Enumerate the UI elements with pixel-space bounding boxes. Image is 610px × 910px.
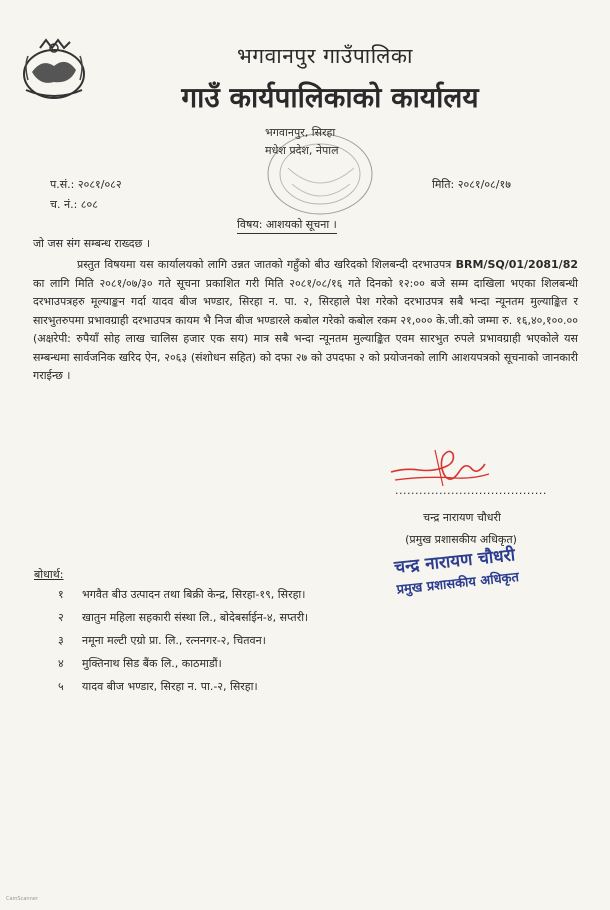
list-item-number: १ (58, 588, 64, 601)
office-title: गाउँ कार्यपालिकाको कार्यालय (181, 81, 479, 114)
dispatch-number: च. नं.: ८०८ (50, 198, 98, 211)
list-item-number: ४ (58, 657, 64, 670)
list-item (58, 652, 308, 675)
bid-number: BRM/SQ/01/2081/82 (455, 258, 578, 271)
list-item-number: ३ (58, 634, 64, 647)
notice-date: मिति: २०८१/०८/१७ (432, 178, 511, 191)
scanner-watermark: CamScanner (6, 896, 38, 902)
list-item (58, 675, 308, 698)
stamp-name: चन्द्र नारायण चौधरी (393, 545, 517, 578)
list-item-text: नमूना मल्टी एग्रो प्रा. लि., रत्ननगर-२, चितवन। (82, 634, 266, 647)
list-item (58, 606, 308, 629)
list-item-text: खातुन महिला सहकारी संस्था लि., बोदेबर्साईन-४, सप्तरी। (82, 611, 309, 624)
list-item-text: मुक्तिनाथ सिड बैंक लि., काठमाडौं। (82, 657, 222, 670)
list-item (58, 629, 308, 652)
cc-list (58, 583, 308, 698)
body-part-2: का लागि मिति २०८१/०७/३० गते सूचना प्रकाशित गरी मिति २०८१/०८/१६ गते दिनको १२:०० बजे सम्म दाखिला भएका शिलबन्धी दरभाउपत्रहरु मूल्याङ्कन गर्दा यादव बीज भण्डार, सिरहा न. पा. २, सिरहाले पेश गरेको दरभाउपत्र सबै भन्दा न्यूनतम मुल्याङ्कित र सारभुतरुपमा प्रभावग्राही दरभाउपत्र कायम भै निज बीज भण्डारले कबोल गरेको कबोल रकम २१,००० के.जी.को जम्मा रु. १६,४०,१००.०० (अक्षरेपी: रुपैयाँ सोह लाख चालिस हजार एक सय) मात्र सबै भन्दा न्यूनतम मुल्याङ्कित एवम सारभुत रुपले प्रभावग्राही भएकोले यस सम्बन्धमा सार्वजनिक खरिद ऐन, २०६३ (संशोधन सहित) को दफा २७ को उपदफा २ को प्रयोजनको लागि आशयपत्रको सूचनाको जानकारी गराईन्छ । (33, 276, 578, 382)
stamp-post: प्रमुख प्रशासकीय अधिकृत (395, 570, 520, 598)
cc-label: बोधार्थ: (34, 568, 64, 581)
list-item-number: ५ (58, 680, 64, 693)
subject-line: विषय: आशयको सूचना । (237, 217, 337, 234)
office-address (265, 124, 339, 160)
list-item (58, 583, 308, 606)
office-name: भगवानपुर गाउँपालिका (237, 44, 413, 68)
signature-line: ...................................... (395, 484, 547, 497)
reference-number: प.सं.: २०८१/०८२ (50, 178, 122, 191)
notice-body (33, 256, 578, 386)
list-item-text: यादव बीज भण्डार, सिरहा न. पा.-२, सिरहा। (82, 680, 258, 693)
address-line-1: भगवानपुर, सिरहा (265, 126, 336, 139)
signer-name: चन्द्र नारायण चौधरी (423, 511, 501, 524)
address-line-2: मधेश प्रदेश, नेपाल (265, 144, 339, 157)
list-item-text: भगवैत बीउ उत्पादन तथा बिक्री केन्द्र, सिरहा-१९, सिरहा। (82, 588, 306, 601)
signer-post: (प्रमुख प्रशासकीय अधिकृत) (405, 533, 517, 546)
salutation: जो जस संग सम्बन्ध राख्दछ । (33, 237, 151, 250)
list-item-number: २ (58, 611, 64, 624)
body-part-1: प्रस्तुत विषयमा यस कार्यालयको लागि उन्नत जातको गहुँको बीउ खरिदको शिलबन्दी दरभाउपत्र (77, 258, 456, 271)
